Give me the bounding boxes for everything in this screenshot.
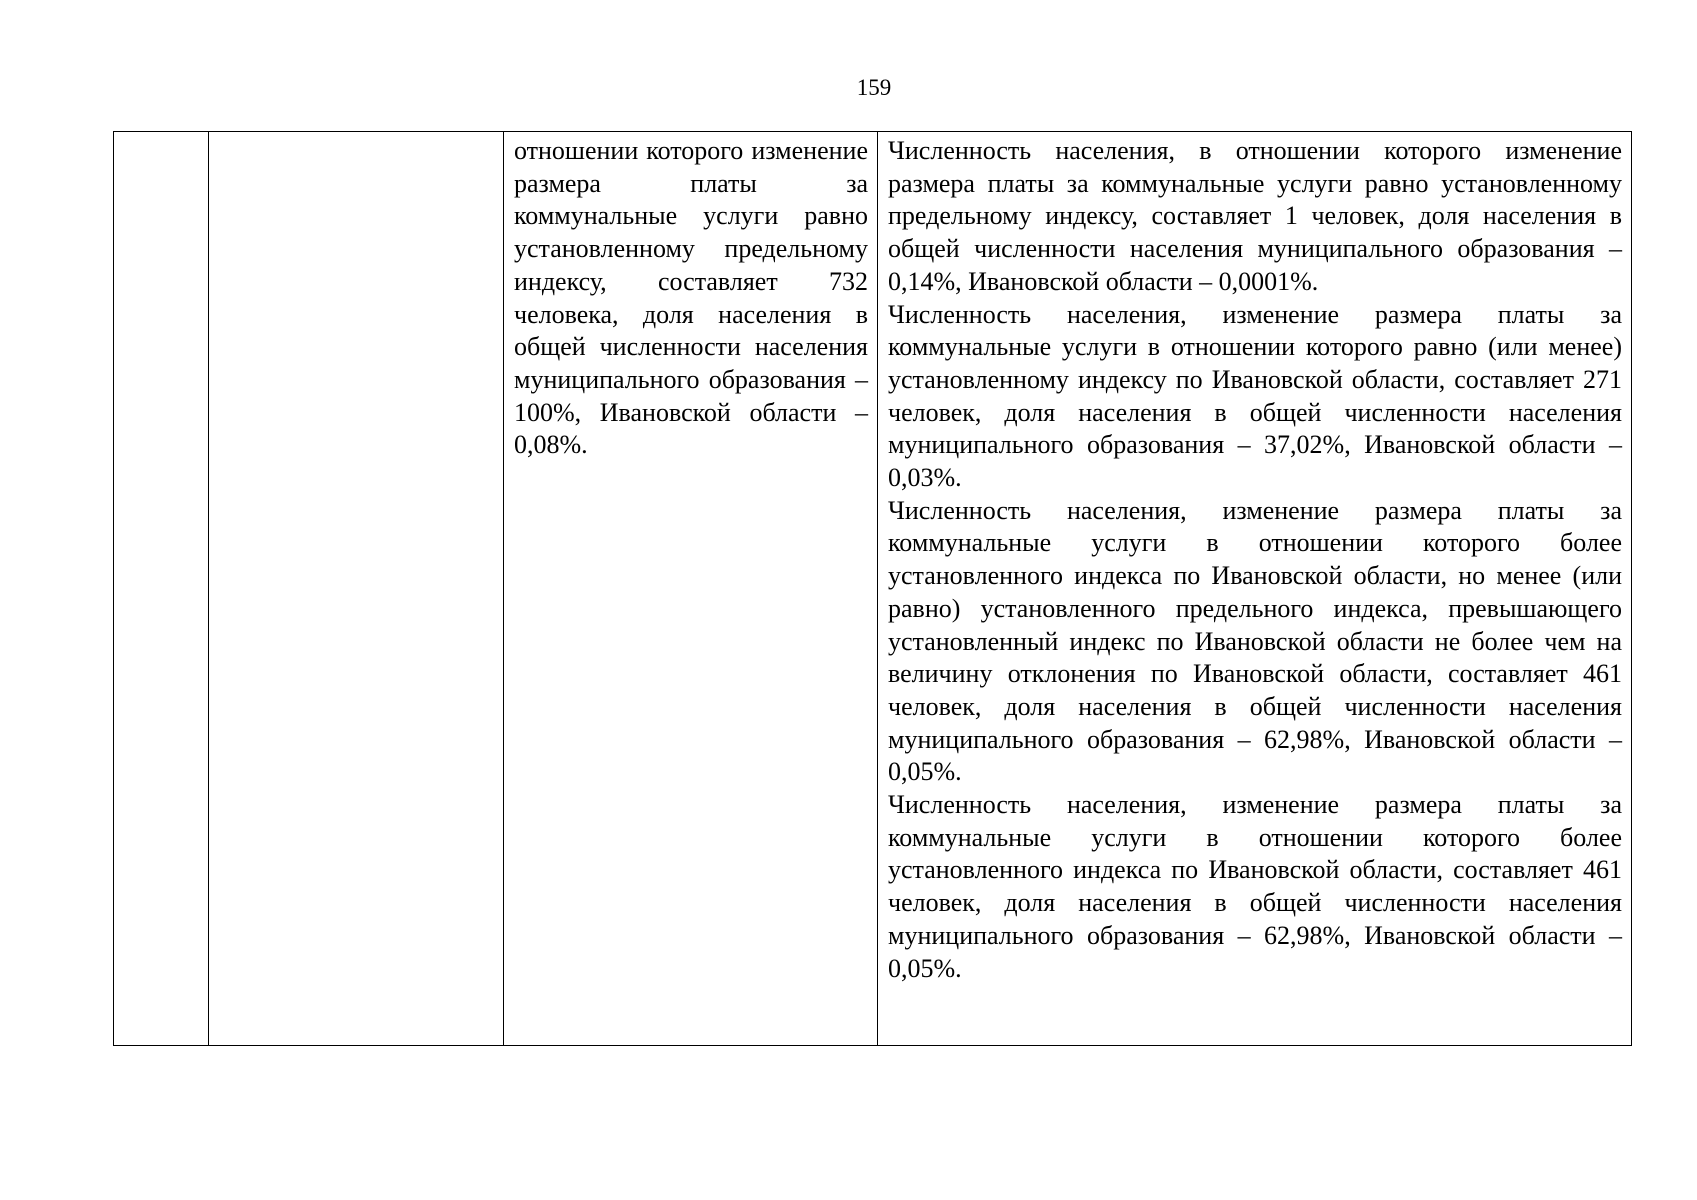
table-row [114, 132, 1632, 1046]
detail-paragraph: Численность населения, в отношении которого изменение размера платы за коммунальные услуги равно установленному предельному индексу, составляет 1 человек, доля населения в общей численности населения муниципального образования – 0,14%, Ивановской области – 0,0001%. [888, 136, 1622, 296]
detail-paragraph: Численность населения, изменение размера платы за коммунальные услуги в отношении которого более установленного индекса по Ивановской области, составляет 461 человек, доля населения в общей численности населения муниципального образования – 62,98%, Ивановской области – 0,05%. [888, 790, 1622, 983]
page-number: 159 [856, 75, 892, 100]
detail-paragraph: Численность населения, изменение размера платы за коммунальные услуги в отношении которого более установленного индекса по Ивановской области, но менее (или равно) установленного предельного индекса, превышающего установленный индекс по Ивановской области не более чем на величину отклонения по Ивановской области, составляет 461 человек, доля населения в общей численности населения муниципального образования – 62,98%, Ивановской области – 0,05%. [888, 495, 1622, 787]
table-cell-summary [504, 132, 878, 1046]
summary-text: отношении которого изменение размера платы за коммунальные услуги равно установленному предельному индексу, составляет 732 человека, доля населения в общей численности населения муниципального образования – 100%, Ивановской области – 0,08%. [514, 136, 868, 460]
detail-paragraph: Численность населения, изменение размера платы за коммунальные услуги в отношении которого равно (или менее) установленному индексу по Ивановской области, составляет 271 человек, доля населения в общей численности населения муниципального образования – 37,02%, Ивановской области – 0,03%. [888, 299, 1622, 493]
data-table [113, 131, 1632, 1046]
table-cell-details [878, 132, 1632, 1046]
table-cell-number [114, 132, 209, 1046]
table-cell-name [209, 132, 504, 1046]
